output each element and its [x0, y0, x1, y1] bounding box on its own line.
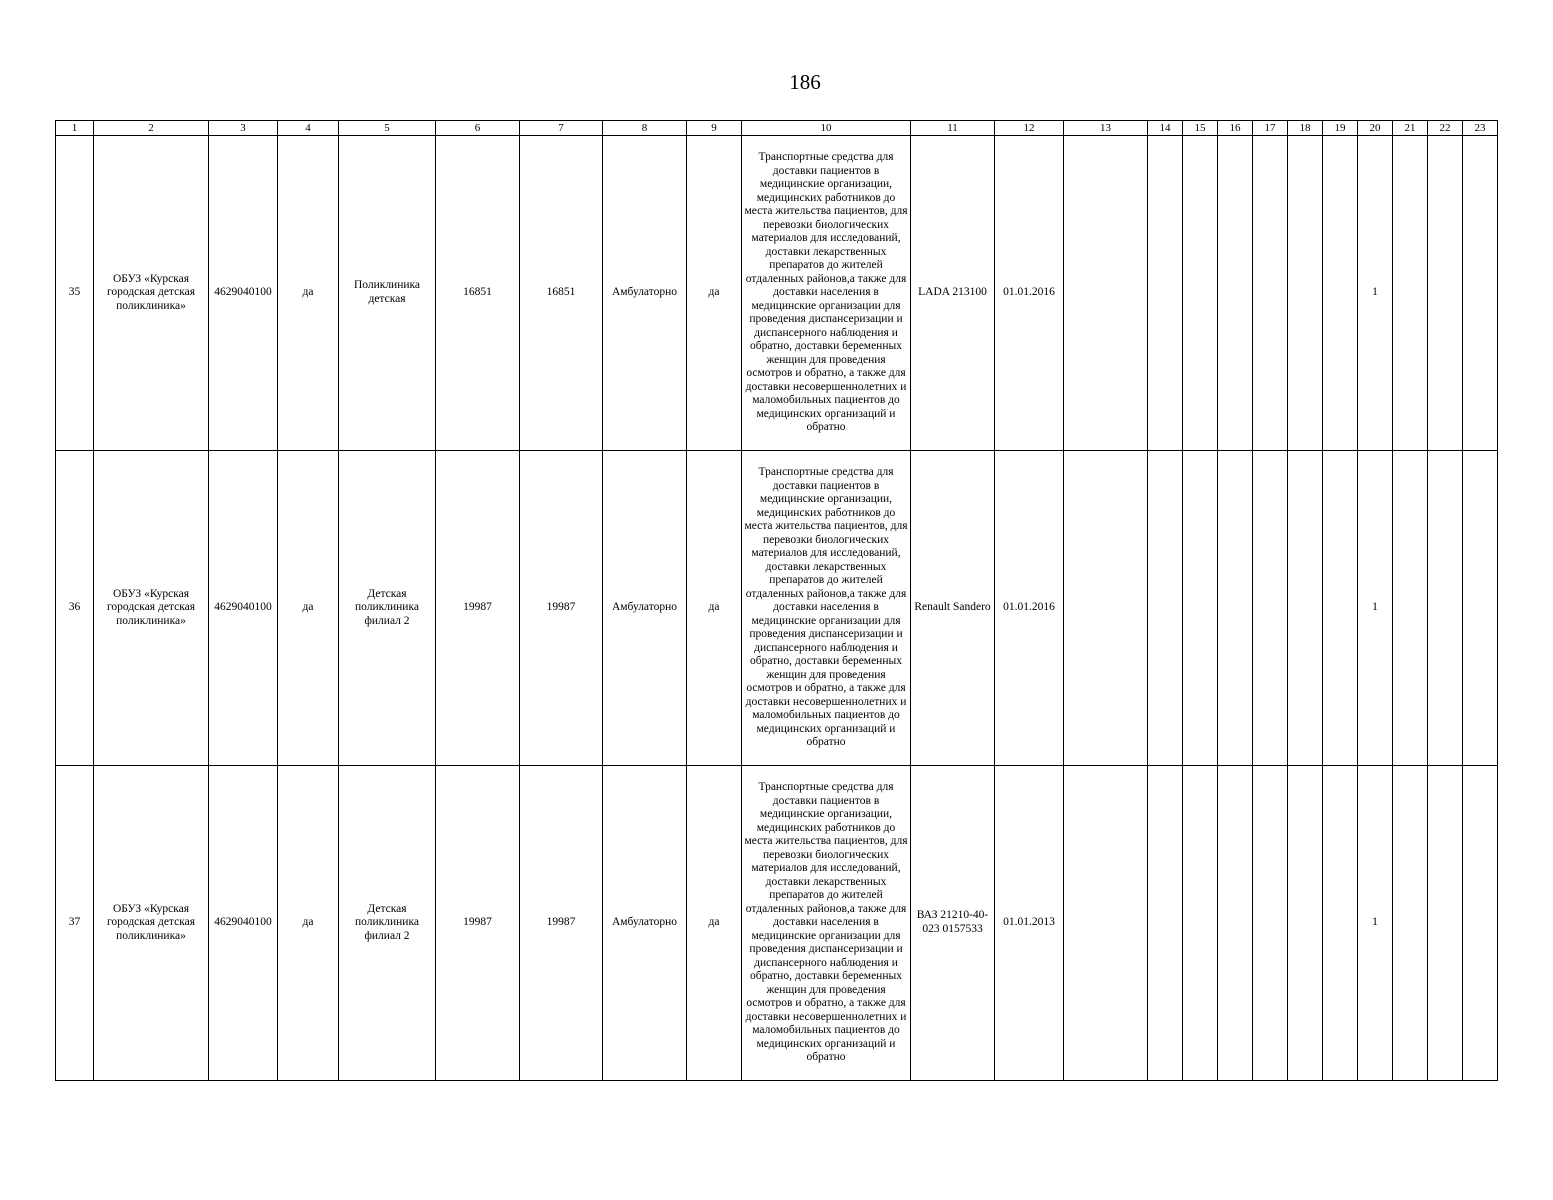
column-header: 19 [1323, 121, 1358, 136]
subdivision-cell: Детская поликлиника филиал 2 [339, 451, 436, 766]
purpose-cell: Транспортные средства для доставки пациентов в медицинские организации, медицинских работников до места жительства пациентов, для перевозки биологических материалов для исследований, доставки лекарственных препаратов до жителей отдаленных районов,а также для доставки населения в медицинские организации для проведения диспансеризации и диспансерного наблюдения и обратно, доставки беременных женщин для проведения осмотров и обратно, а также для доставки несовершеннолетних и маломобильных пациентов до медицинских организаций и обратно [742, 136, 911, 451]
table-row [56, 766, 1498, 1081]
flag-cell: да [278, 451, 339, 766]
empty-cell [1064, 451, 1148, 766]
column-header: 15 [1183, 121, 1218, 136]
empty-cell [1463, 136, 1498, 451]
empty-cell [1393, 451, 1428, 766]
page-number: 186 [789, 70, 821, 94]
column-header: 8 [603, 121, 687, 136]
column-header: 11 [911, 121, 995, 136]
empty-cell [1288, 766, 1323, 1081]
empty-cell [1253, 766, 1288, 1081]
organization-cell: ОБУЗ «Курская городская детская поликлиника» [94, 136, 209, 451]
care-type-cell: Амбулаторно [603, 136, 687, 451]
date-cell: 01.01.2016 [995, 451, 1064, 766]
empty-cell [1064, 766, 1148, 1081]
purpose-cell: Транспортные средства для доставки пациентов в медицинские организации, медицинских работников до места жительства пациентов, для перевозки биологических материалов для исследований, доставки лекарственных препаратов до жителей отдаленных районов,а также для доставки населения в медицинские организации для проведения диспансеризации и диспансерного наблюдения и обратно, доставки беременных женщин для проведения осмотров и обратно, а также для доставки несовершеннолетних и маломобильных пациентов до медицинских организаций и обратно [742, 451, 911, 766]
table-row [56, 451, 1498, 766]
column-header: 16 [1218, 121, 1253, 136]
number-cell: 16851 [520, 136, 603, 451]
vehicle-model-cell: Renault Sandero [911, 451, 995, 766]
column-header: 18 [1288, 121, 1323, 136]
empty-cell [1148, 136, 1183, 451]
vehicle-model-cell: ВАЗ 21210-40-023 0157533 [911, 766, 995, 1081]
empty-cell [1323, 451, 1358, 766]
empty-cell [1183, 766, 1218, 1081]
table-row [56, 136, 1498, 451]
column-header: 21 [1393, 121, 1428, 136]
column-header: 2 [94, 121, 209, 136]
column-header: 1 [56, 121, 94, 136]
number-cell: 19987 [436, 766, 520, 1081]
column-header: 10 [742, 121, 911, 136]
number-cell: 19987 [436, 451, 520, 766]
empty-cell [1183, 451, 1218, 766]
count-cell: 1 [1358, 451, 1393, 766]
flag-cell: да [687, 451, 742, 766]
column-header: 13 [1064, 121, 1148, 136]
empty-cell [1148, 451, 1183, 766]
care-type-cell: Амбулаторно [603, 451, 687, 766]
column-header: 23 [1463, 121, 1498, 136]
empty-cell [1253, 451, 1288, 766]
empty-cell [1218, 451, 1253, 766]
empty-cell [1428, 766, 1463, 1081]
empty-cell [1218, 766, 1253, 1081]
count-cell: 1 [1358, 136, 1393, 451]
empty-cell [1183, 136, 1218, 451]
count-cell: 1 [1358, 766, 1393, 1081]
date-cell: 01.01.2013 [995, 766, 1064, 1081]
column-header: 6 [436, 121, 520, 136]
empty-cell [1428, 136, 1463, 451]
subdivision-cell: Детская поликлиника филиал 2 [339, 766, 436, 1081]
organization-cell: ОБУЗ «Курская городская детская поликлиника» [94, 451, 209, 766]
empty-cell [1393, 766, 1428, 1081]
empty-cell [1288, 136, 1323, 451]
vehicle-model-cell: LADA 213100 [911, 136, 995, 451]
column-number-row [56, 121, 1498, 136]
empty-cell [1393, 136, 1428, 451]
column-header: 20 [1358, 121, 1393, 136]
row-number-cell: 37 [56, 766, 94, 1081]
number-cell: 19987 [520, 451, 603, 766]
code-cell: 4629040100 [209, 451, 278, 766]
column-header: 14 [1148, 121, 1183, 136]
column-header: 4 [278, 121, 339, 136]
column-header: 9 [687, 121, 742, 136]
code-cell: 4629040100 [209, 766, 278, 1081]
number-cell: 16851 [436, 136, 520, 451]
purpose-cell: Транспортные средства для доставки пациентов в медицинские организации, медицинских работников до места жительства пациентов, для перевозки биологических материалов для исследований, доставки лекарственных препаратов до жителей отдаленных районов,а также для доставки населения в медицинские организации для проведения диспансеризации и диспансерного наблюдения и обратно, доставки беременных женщин для проведения осмотров и обратно, а также для доставки несовершеннолетних и маломобильных пациентов до медицинских организаций и обратно [742, 766, 911, 1081]
column-header: 22 [1428, 121, 1463, 136]
empty-cell [1323, 136, 1358, 451]
column-header: 5 [339, 121, 436, 136]
empty-cell [1463, 766, 1498, 1081]
care-type-cell: Амбулаторно [603, 766, 687, 1081]
registry-table [55, 120, 1498, 1081]
flag-cell: да [278, 766, 339, 1081]
empty-cell [1253, 136, 1288, 451]
empty-cell [1323, 766, 1358, 1081]
column-header: 12 [995, 121, 1064, 136]
empty-cell [1148, 766, 1183, 1081]
flag-cell: да [687, 766, 742, 1081]
number-cell: 19987 [520, 766, 603, 1081]
empty-cell [1218, 136, 1253, 451]
column-header: 3 [209, 121, 278, 136]
row-number-cell: 36 [56, 451, 94, 766]
empty-cell [1428, 451, 1463, 766]
row-number-cell: 35 [56, 136, 94, 451]
column-header: 17 [1253, 121, 1288, 136]
empty-cell [1064, 136, 1148, 451]
flag-cell: да [278, 136, 339, 451]
flag-cell: да [687, 136, 742, 451]
empty-cell [1463, 451, 1498, 766]
subdivision-cell: Поликлиника детская [339, 136, 436, 451]
column-header: 7 [520, 121, 603, 136]
organization-cell: ОБУЗ «Курская городская детская поликлиника» [94, 766, 209, 1081]
date-cell: 01.01.2016 [995, 136, 1064, 451]
empty-cell [1288, 451, 1323, 766]
code-cell: 4629040100 [209, 136, 278, 451]
